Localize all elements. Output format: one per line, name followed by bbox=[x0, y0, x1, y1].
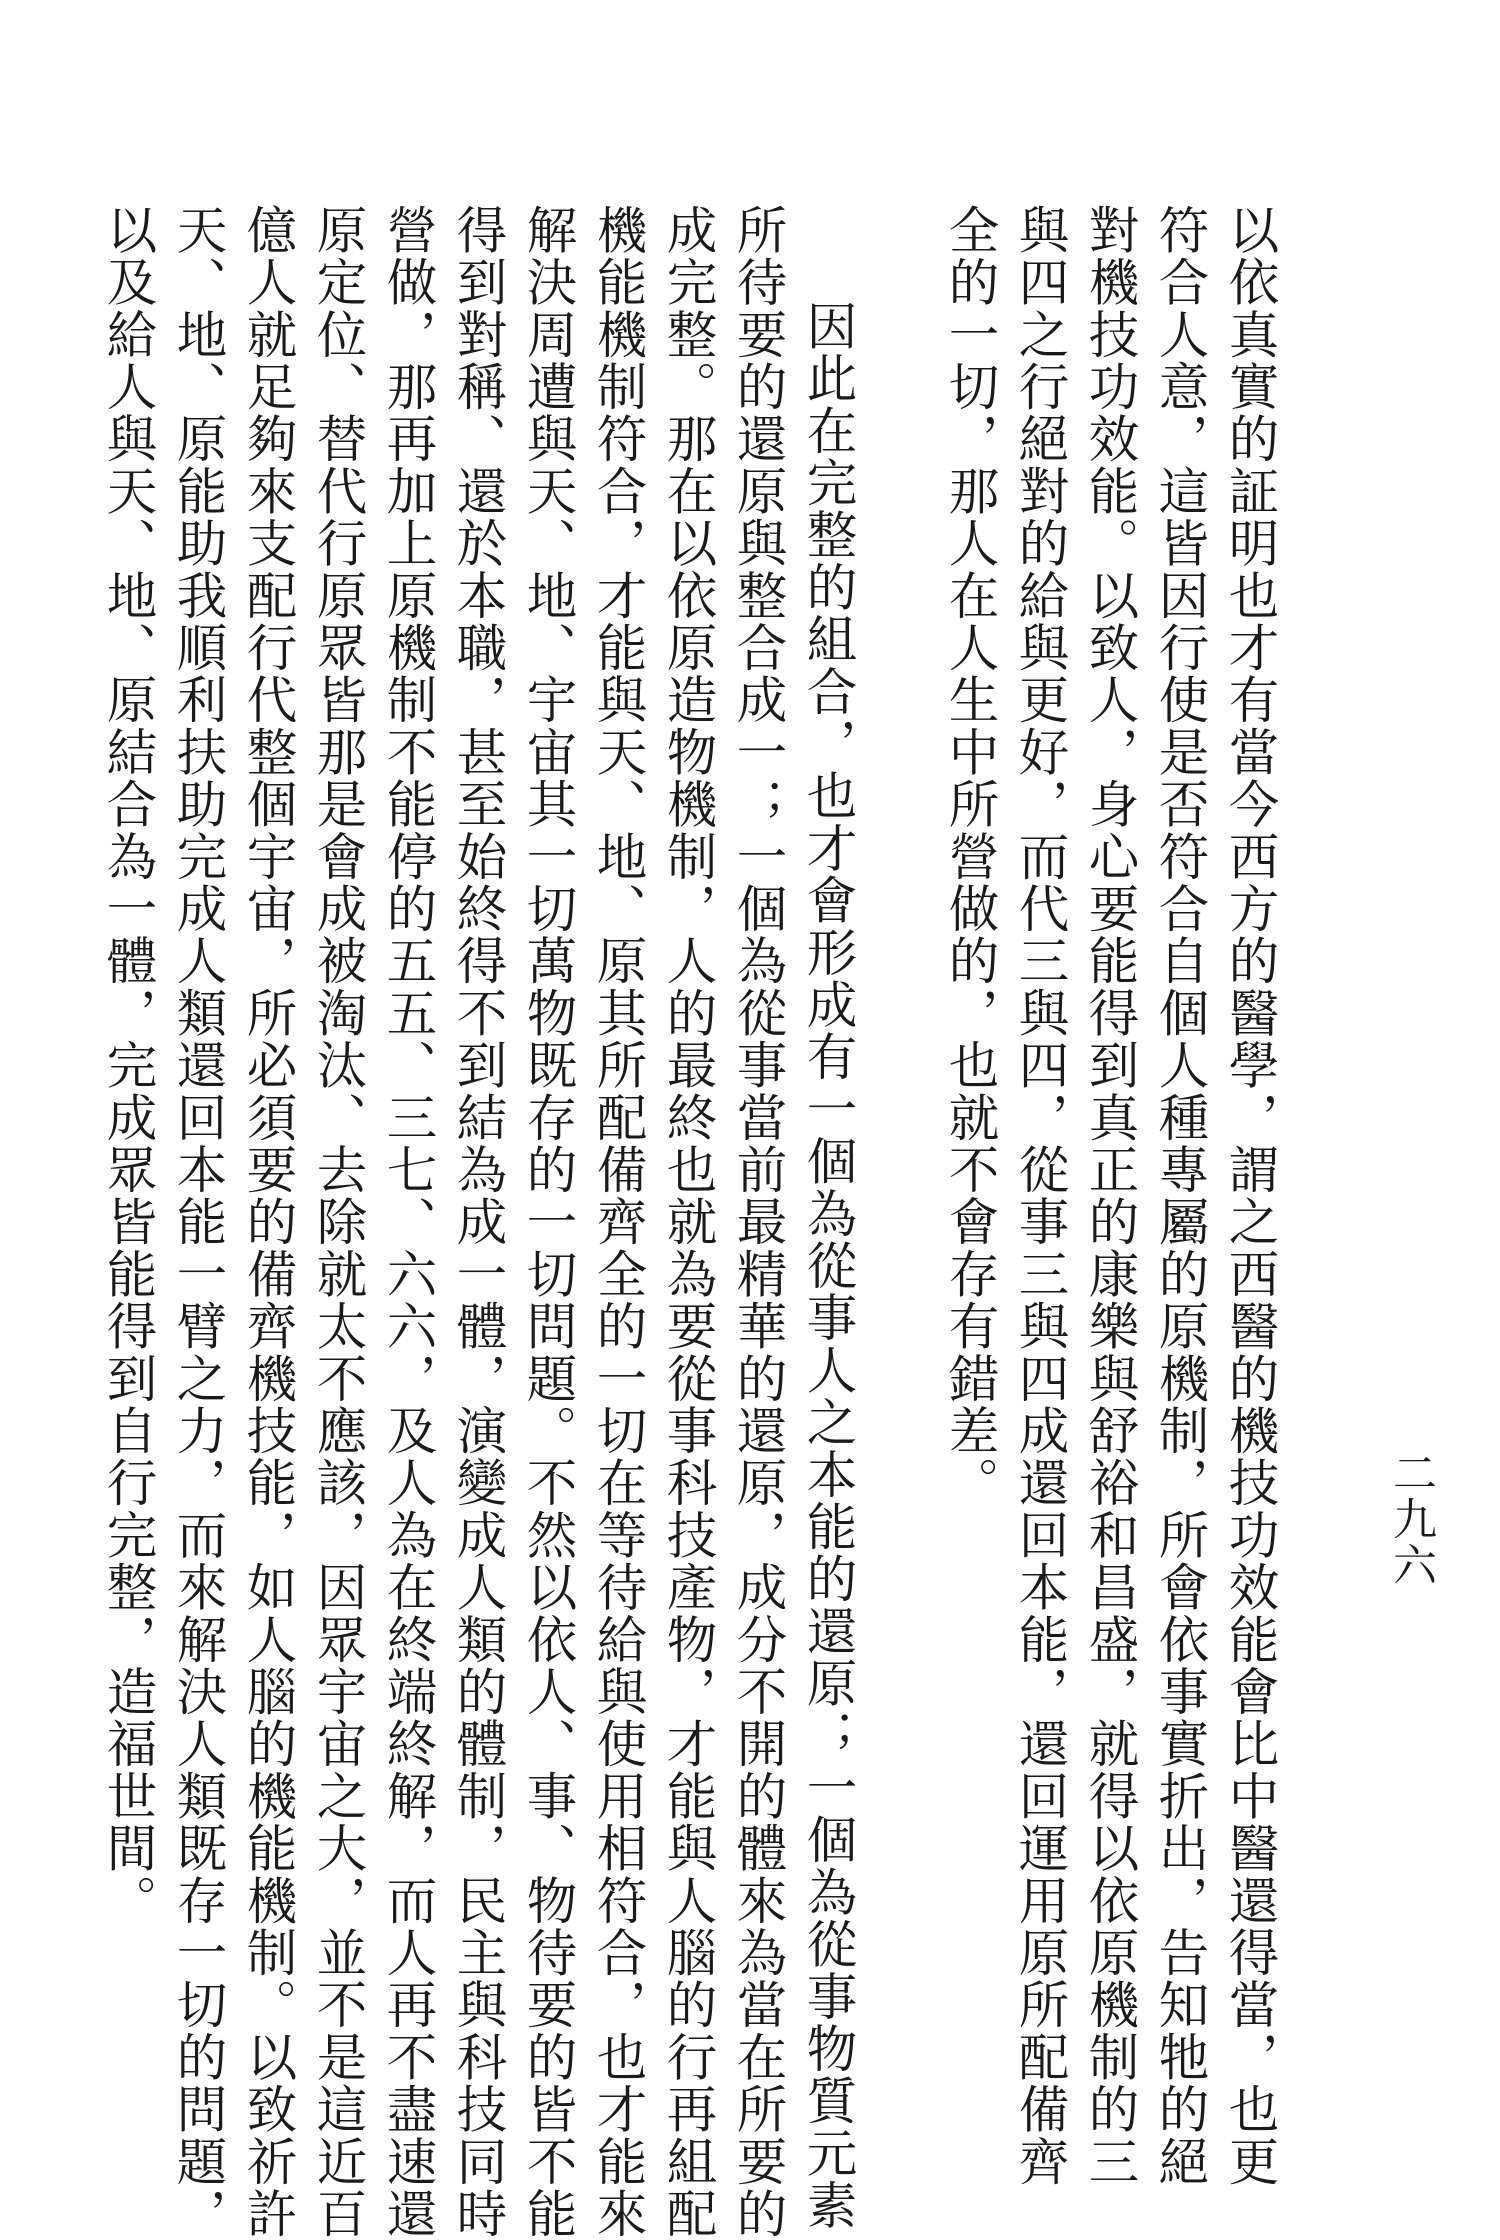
paragraph-2-line-1: 因此在完整的組合，也才會形成有一個為從事人之本能的還原；一個為從事物質元素 bbox=[799, 300, 858, 2232]
paragraph-2-line-4: 機能機制符合，才能與天、地、原其所配備齊全的一切在等待給與使用相符合，也才能來 bbox=[589, 204, 648, 2240]
page-number: 二九六 bbox=[1385, 1450, 1436, 1588]
paragraph-2-line-8: 原定位、替代行原眾皆那是會成被淘汰、去除就太不應該，因眾宇宙之大，並不是這近百 bbox=[309, 204, 368, 2240]
paragraph-1-line-1: 以依真實的証明也才有當今西方的醫學，謂之西醫的機技功效能會比中醫還得當，也更 bbox=[1221, 204, 1280, 2188]
paragraph-1-line-5: 全的一切，那人在人生中所營做的，也就不會存有錯差。 bbox=[941, 204, 1000, 1509]
paragraph-2-line-6: 得到對稱、還於本職，甚至始終得不到結為成一體，演變成人類的體制，民主與科技同時 bbox=[449, 204, 508, 2240]
paragraph-2-line-9: 億人就足夠來支配行代整個宇宙，所必須要的備齊機技能，如人腦的機能機制。以致祈許 bbox=[239, 204, 298, 2240]
paragraph-2-line-3: 成完整。那在以依原造物機制，人的最終也就為要從事科技產物，才能與人腦的行再組配 bbox=[659, 204, 718, 2240]
paragraph-2-line-11: 以及給人與天、地、原結合為一體，完成眾皆能得到自行完整，造福世間。 bbox=[99, 204, 158, 1927]
paragraph-2-line-5: 解決周遭與天、地、宇宙其一切萬物既存的一切問題。不然以依人、事、物待要的皆不能 bbox=[519, 204, 578, 2240]
paragraph-1-line-2: 符合人意，這皆因行使是否符合自個人種專屬的原機制，所會依事實折出，告知牠的絕 bbox=[1151, 204, 1210, 2188]
paragraph-1-line-4: 與四之行絕對的給與更好，而代三與四，從事三與四成還回本能，還回運用原所配備齊 bbox=[1011, 204, 1070, 2188]
paragraph-1-line-3: 對機技功效能。以致人，身心要能得到真正的康樂與舒裕和昌盛，就得以依原機制的三 bbox=[1081, 204, 1140, 2188]
paragraph-2-line-10: 天、地、原能助我順利扶助完成人類還回本能一臂之力，而來解決人類既存一切的問題， bbox=[169, 204, 228, 2240]
paragraph-2-line-2: 所待要的還原與整合成一；一個為從事當前最精華的還原，成分不開的體來為當在所要的 bbox=[729, 204, 788, 2240]
paragraph-2-line-7: 營做，那再加上原機制不能停的五五、三七、六六，及人為在終端終解，而人再不盡速還 bbox=[379, 204, 438, 2240]
